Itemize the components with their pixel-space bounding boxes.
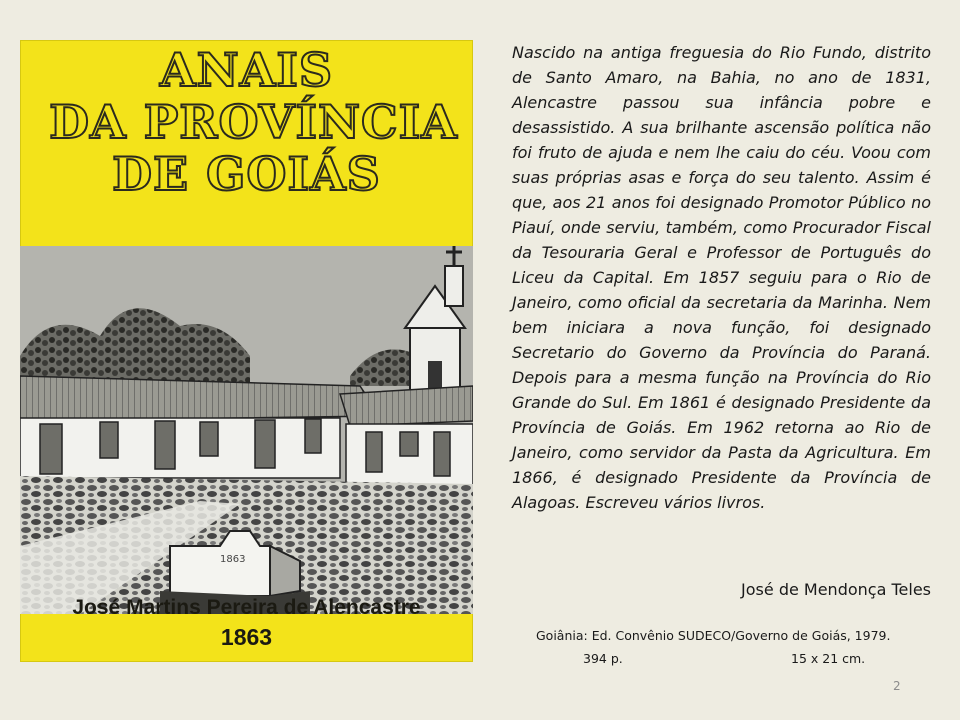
publication-info: Goiânia: Ed. Convênio SUDECO/Governo de Goiás, 1979. — [536, 628, 891, 643]
signature: José de Mendonça Teles — [741, 580, 931, 599]
cover-year: 1863 — [220, 624, 273, 650]
monument-date: 1863 — [220, 554, 246, 565]
book-cover — [20, 40, 473, 662]
cover-title-line3: DE GOIÁS — [112, 147, 381, 201]
cover-illustration — [20, 246, 473, 614]
cover-author: José Martins Pereira de Alencastre — [72, 596, 421, 619]
biography-text: Nascido na antiga freguesia do Rio Fundo, distrito de Santo Amaro, na Bahia, no ano de 1831, Alencastre passou sua infância pobre e desassistido. A sua brilhante ascensão política não foi fruto de ajuda e nem lhe caiu do céu. Voou com suas próprias asas e força do seu talento. Assim é que, aos 21 anos foi designado Promotor Público no Piauí, onde serviu, também, como Procurador Fiscal da Tesouraria Geral e Professor de Português do Liceu da Capital. Em 1857 seguiu para o Rio de Janeiro, como oficial da secretaria da Marinha. Nem bem iniciara a nova função, foi designado Secretario do Governo da Província do Paraná. Depois para a mesma função na Província do Rio Grande do Sul. Em 1861 é designado Presidente da Província de Goiás. Em 1962 retorna ao Rio de Janeiro, como servidor da Pasta da Agricultura. Em 1866, é designado Presidente da Província de Alagoas. Escreveu vários livros. — [512, 43, 931, 512]
page-count: 394 p. — [583, 651, 623, 666]
slide-page-number: 2 — [893, 679, 901, 693]
cover-title-line1: ANAIS — [159, 43, 334, 97]
cover-title — [20, 44, 473, 200]
cover-title-line2: DA PROVÍNCIA — [49, 95, 458, 149]
book-dimensions: 15 x 21 cm. — [791, 651, 866, 666]
